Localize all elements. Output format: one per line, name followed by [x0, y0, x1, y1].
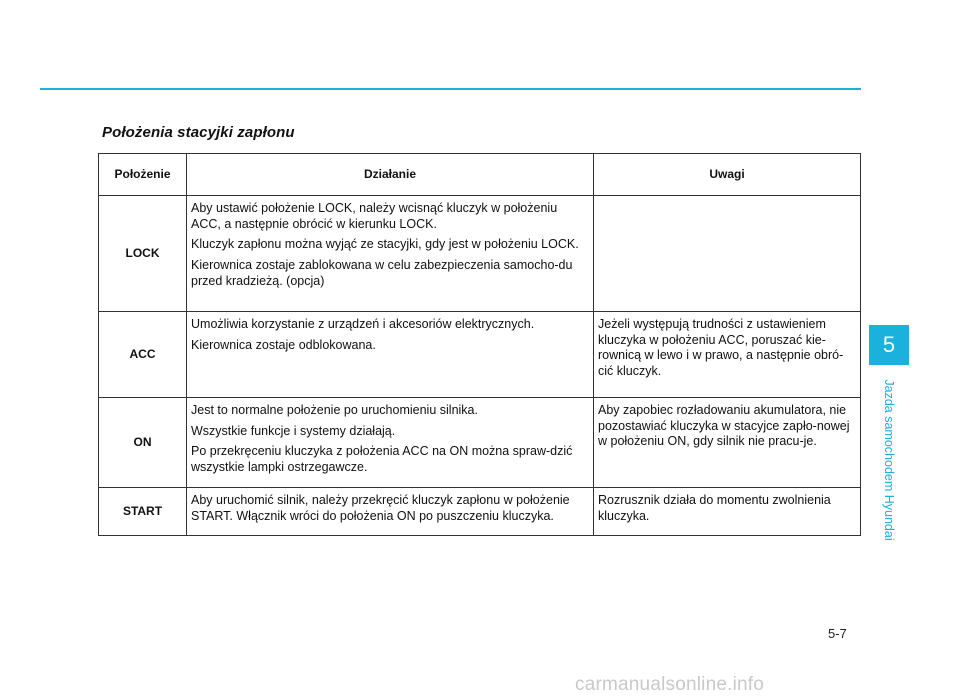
ignition-positions-table [98, 153, 861, 536]
position-cell: ON [99, 398, 187, 488]
chapter-title: Jazda samochodem Hyundai [882, 379, 896, 541]
position-cell: ACC [99, 312, 187, 398]
action-cell [187, 196, 594, 312]
chapter-number-tab: 5 [869, 325, 909, 365]
action-cell [187, 488, 594, 536]
notes-cell [594, 196, 861, 312]
watermark: carmanualsonline.info [575, 674, 765, 695]
action-text: Kierownica zostaje zablokowana w celu zabezpieczenia samocho-du przed kradzieżą. (opcja) [191, 257, 573, 288]
action-text: Umożliwia korzystanie z urządzeń i akcesoriów elektrycznych. [191, 317, 535, 331]
position-cell: START [99, 488, 187, 536]
table-header-row [99, 154, 861, 196]
notes-cell: Rozrusznik działa do momentu zwolnienia kluczyka. [594, 488, 861, 536]
notes-cell: Jeżeli występują trudności z ustawieniem kluczyka w położeniu ACC, poruszać kie-rownicą w lewo i w prawo, a następnie obró-cić kluczyk. [594, 312, 861, 398]
table-row [99, 398, 861, 488]
action-text: Kierownica zostaje odblokowana. [191, 337, 376, 352]
table-row [99, 196, 861, 312]
action-text: Kluczyk zapłonu można wyjąć ze stacyjki, gdy jest w położeniu LOCK. [191, 237, 579, 252]
action-text: Aby ustawić położenie LOCK, należy wcisnąć kluczyk w położeniu ACC, a następnie obrócić w kierunku LOCK. [191, 201, 558, 231]
table-row [99, 312, 861, 398]
table-row [99, 488, 861, 536]
action-text: Po przekręceniu kluczyka z położenia ACC na ON można spraw-dzić wszystkie lampki ostrzegawcze. [191, 444, 573, 474]
position-cell: LOCK [99, 196, 187, 312]
top-rule [40, 88, 861, 90]
column-header-position: Położenie [99, 154, 187, 196]
column-header-notes: Uwagi [594, 154, 861, 196]
page-number: 5-7 [828, 626, 847, 641]
notes-cell: Aby zapobiec rozładowaniu akumulatora, nie pozostawiać kluczyka w stacyjce zapło-nowej w położeniu ON, gdy silnik nie pracu-je. [594, 398, 861, 488]
column-header-action: Działanie [187, 154, 594, 196]
section-title: Położenia stacyjki zapłonu [102, 124, 295, 141]
action-cell [187, 312, 594, 398]
action-text: Aby uruchomić silnik, należy przekręcić kluczyk zapłonu w położenie START. Włącznik wróci do położenia ON po puszczeniu kluczyka. [191, 493, 570, 523]
action-text: Wszystkie funkcje i systemy działają. [191, 423, 396, 438]
action-cell [187, 398, 594, 488]
action-text: Jest to normalne położenie po uruchomieniu silnika. [191, 403, 478, 417]
